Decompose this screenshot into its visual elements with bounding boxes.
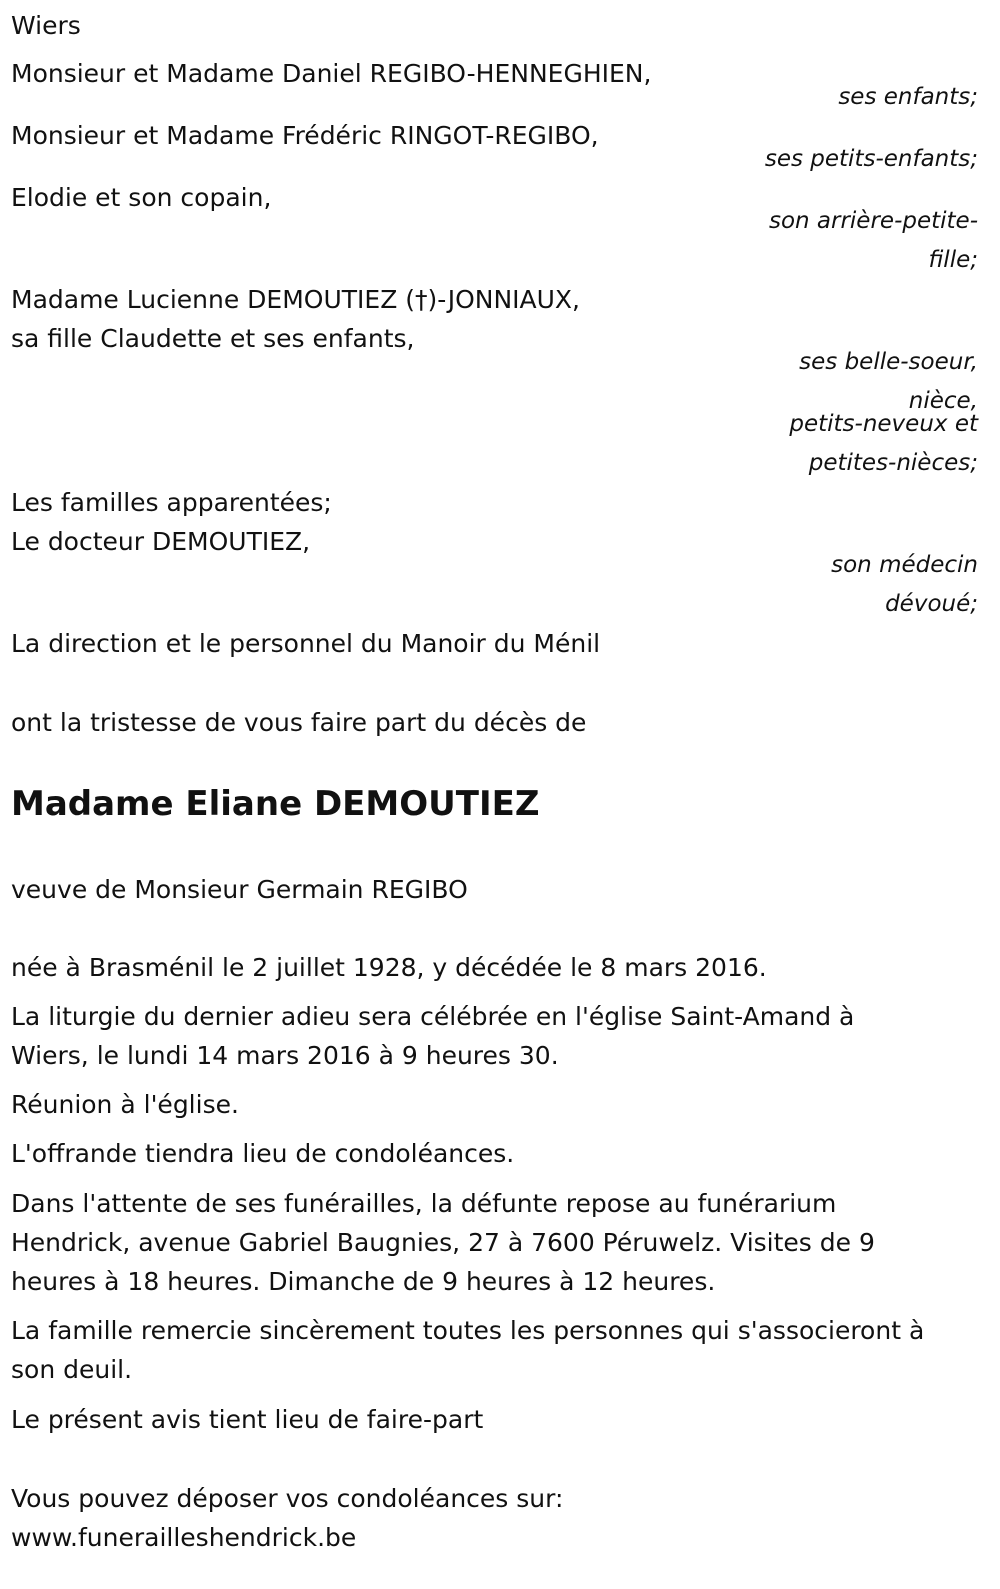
detail-offering: L'offrande tiendra lieu de condoléances. xyxy=(11,1139,515,1168)
family-name-staff: La direction et le personnel du Manoir du Ménil xyxy=(11,629,601,658)
detail-notice: Le présent avis tient lieu de faire-part xyxy=(11,1405,484,1434)
family-role-sister-in-law-2: nièce, xyxy=(908,388,978,414)
detail-funerarium-1: Dans l'attente de ses funérailles, la défunte repose au funérarium xyxy=(11,1189,837,1218)
family-name-sister-in-law-2: sa fille Claudette et ses enfants, xyxy=(11,324,415,353)
family-name-grandchildren: Monsieur et Madame Frédéric RINGOT-REGIBO, xyxy=(11,121,599,150)
family-name-great-granddaughter: Elodie et son copain, xyxy=(11,183,272,212)
family-role-sister-in-law-4: petites-nièces; xyxy=(808,450,978,476)
family-role-great-granddaughter-1: son arrière-petite- xyxy=(768,208,978,234)
condolences-website: www.funerailleshendrick.be xyxy=(11,1523,357,1552)
detail-meeting: Réunion à l'église. xyxy=(11,1090,239,1119)
deceased-name: Madame Eliane DEMOUTIEZ xyxy=(11,784,540,824)
family-role-sister-in-law-3: petits-neveux et xyxy=(789,411,978,437)
detail-funerarium-3: heures à 18 heures. Dimanche de 9 heures à 12 heures. xyxy=(11,1267,716,1296)
family-name-doctor: Le docteur DEMOUTIEZ, xyxy=(11,527,311,556)
family-role-great-granddaughter-2: fille; xyxy=(928,247,978,273)
detail-funerarium-2: Hendrick, avenue Gabriel Baugnies, 27 à 7600 Péruwelz. Visites de 9 xyxy=(11,1228,875,1257)
detail-birth-death: née à Brasménil le 2 juillet 1928, y décédée le 8 mars 2016. xyxy=(11,953,767,982)
announcement: ont la tristesse de vous faire part du décès de xyxy=(11,708,587,737)
location: Wiers xyxy=(11,11,81,40)
detail-thanks-1: La famille remercie sincèrement toutes les personnes qui s'associeront à xyxy=(11,1316,925,1345)
family-role-doctor-2: dévoué; xyxy=(885,591,978,617)
family-name-sister-in-law-1: Madame Lucienne DEMOUTIEZ (†)-JONNIAUX, xyxy=(11,285,581,314)
condolences-text: Vous pouvez déposer vos condoléances sur: xyxy=(11,1484,564,1513)
family-role-sister-in-law-1: ses belle-soeur, xyxy=(799,349,978,375)
deceased-spouse: veuve de Monsieur Germain REGIBO xyxy=(11,875,468,904)
family-role-grandchildren: ses petits-enfants; xyxy=(764,146,978,172)
detail-liturgy-2: Wiers, le lundi 14 mars 2016 à 9 heures 30. xyxy=(11,1041,559,1070)
detail-liturgy-1: La liturgie du dernier adieu sera célébrée en l'église Saint-Amand à xyxy=(11,1002,855,1031)
family-role-children: ses enfants; xyxy=(838,84,978,110)
detail-thanks-2: son deuil. xyxy=(11,1355,133,1384)
family-name-relatives: Les familles apparentées; xyxy=(11,488,332,517)
family-name-children: Monsieur et Madame Daniel REGIBO-HENNEGHIEN, xyxy=(11,59,652,88)
family-role-doctor-1: son médecin xyxy=(831,552,978,578)
